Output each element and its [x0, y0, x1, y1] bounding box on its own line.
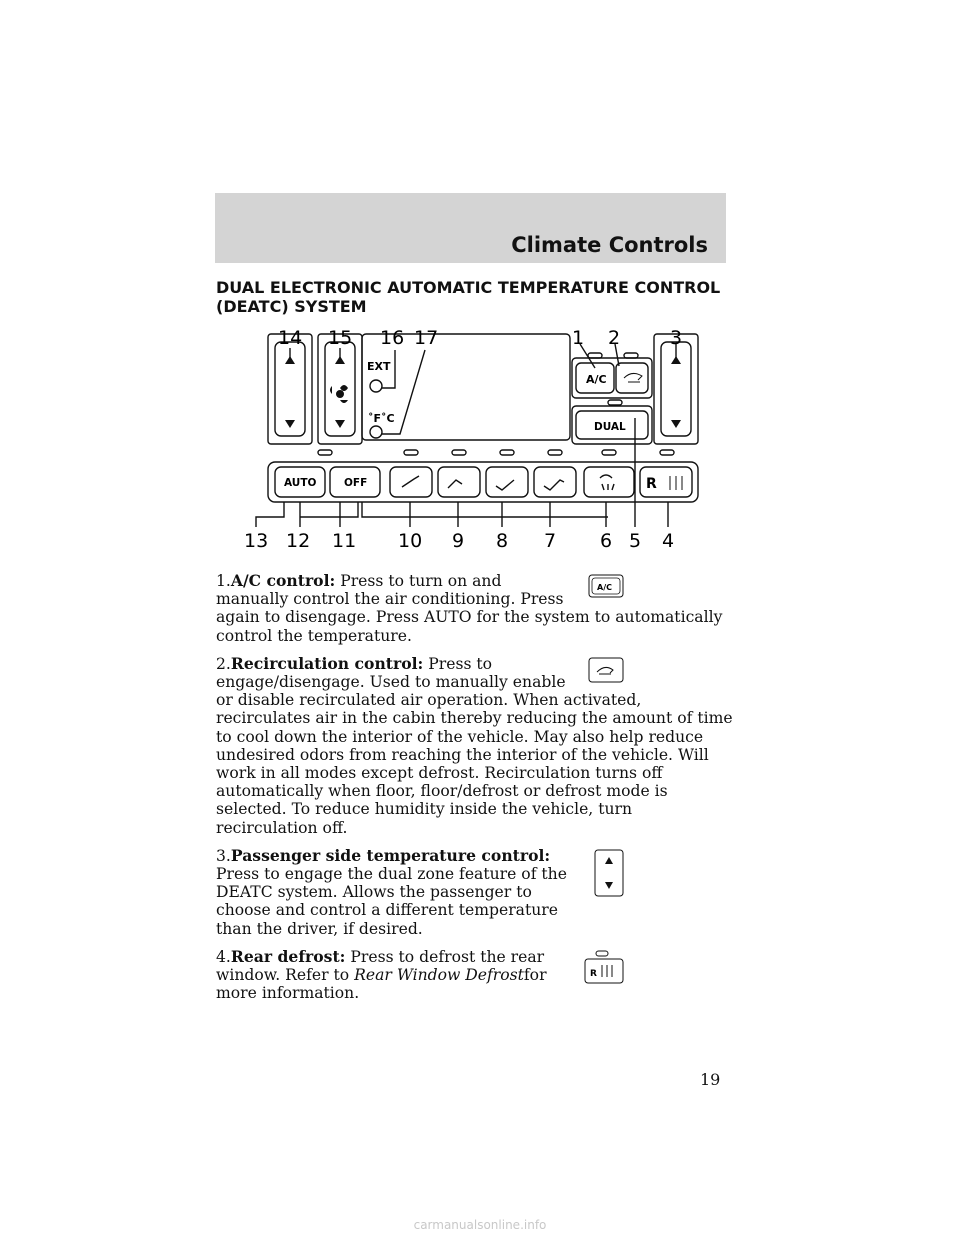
- entry-reference: Rear Window Defrost: [354, 966, 524, 985]
- entry-text: Press to turn on and manually control the air conditioning. Press again to disengage. Press AUTO for the system to automatically control the temperature.: [216, 572, 723, 645]
- entry-number: 4.: [216, 947, 231, 966]
- callout-12: 12: [286, 530, 311, 552]
- entry-title: Passenger side temperature control:: [230, 845, 551, 865]
- callout-14: 14: [278, 327, 303, 349]
- entry-text-after: for more information.: [216, 966, 547, 1003]
- page-number: 19: [700, 1070, 721, 1089]
- callout-16: 16: [380, 327, 405, 349]
- callout-15: 15: [328, 327, 353, 349]
- section-title: Climate Controls: [511, 233, 708, 257]
- recirculation-icon: [588, 657, 624, 683]
- entry-title: Rear defrost:: [230, 946, 346, 966]
- entry-number: 3.: [216, 846, 231, 865]
- ext-button[interactable]: [370, 380, 382, 392]
- rear-defrost-icon: [584, 950, 624, 984]
- floor-defrost-mode-button[interactable]: [534, 467, 576, 497]
- callout-2: 2: [608, 327, 621, 349]
- defrost-button[interactable]: [584, 467, 634, 497]
- section-header-band: [215, 193, 726, 263]
- entry-text-before: Press to defrost the rear window. Refer to: [216, 947, 545, 985]
- callout-13: 13: [244, 530, 269, 552]
- footer-site-watermark: carmanualsonline.info: [413, 1218, 547, 1232]
- entry-passenger-temp-control: [216, 847, 734, 938]
- fahrenheit-label: ˚F: [368, 412, 382, 425]
- callout-7: 7: [544, 530, 557, 552]
- climate-control-diagram: [240, 322, 710, 557]
- dual-label: DUAL: [594, 421, 626, 433]
- entry-rear-defrost: [216, 948, 734, 1003]
- callout-9: 9: [452, 530, 465, 552]
- entry-title: A/C control:: [230, 571, 336, 590]
- up-down-rocker-icon: [594, 849, 624, 897]
- auto-label: AUTO: [284, 477, 317, 489]
- entry-text: Press to engage the dual zone feature of the DEATC system. Allows the passenger to choose and control a different temperature than the driver, if desired.: [216, 865, 567, 938]
- recirc-button[interactable]: [616, 363, 648, 393]
- ac-icon-label: A/C: [597, 583, 612, 592]
- entry-ac-control: [216, 572, 734, 645]
- ext-label: EXT: [367, 360, 391, 373]
- control-descriptions: [216, 572, 734, 1012]
- main-heading-line1: DUAL ELECTRONIC AUTOMATIC TEMPERATURE CONTROL: [216, 278, 721, 297]
- entry-recirculation-control: [216, 655, 734, 837]
- main-heading: [216, 278, 736, 316]
- entry-number: 1.: [216, 572, 231, 590]
- rear-icon-label: R: [590, 968, 597, 979]
- callout-8: 8: [496, 530, 509, 552]
- callout-17: 17: [414, 327, 439, 349]
- entry-text: Press to engage/disengage. Used to manually enable or disable recirculated air operation. When activated, recirculates air in the cabin thereby reducing the amount of time to cool down the interior of the vehicle. May also help reduce undesired odors from reaching the interior of the vehicle. Will work in all modes except defrost. Recirculation turns off automatically when floor, floor/defrost or defrost mode is selected. To reduce humidity inside the vehicle, turn recirculation off.: [216, 654, 733, 837]
- rear-label: R: [646, 476, 657, 492]
- entry-number: 2.: [216, 654, 231, 673]
- callout-1: 1: [572, 327, 585, 349]
- panel-mode-button[interactable]: [390, 467, 432, 497]
- temp-units-button[interactable]: [370, 426, 382, 438]
- main-heading-line2: (DEATC) SYSTEM: [216, 297, 367, 316]
- callout-4: 4: [662, 530, 675, 552]
- callout-5: 5: [629, 530, 642, 552]
- entry-title: Recirculation control:: [230, 653, 424, 673]
- callout-6: 6: [600, 530, 613, 552]
- floor-mode-button[interactable]: [486, 467, 528, 497]
- callout-3: 3: [670, 327, 683, 349]
- callout-10: 10: [398, 530, 423, 552]
- off-label: OFF: [344, 477, 368, 489]
- callout-11: 11: [332, 530, 357, 552]
- celsius-label: ˚C: [381, 412, 395, 425]
- ac-label: A/C: [586, 373, 607, 386]
- ac-button-icon: [588, 574, 624, 598]
